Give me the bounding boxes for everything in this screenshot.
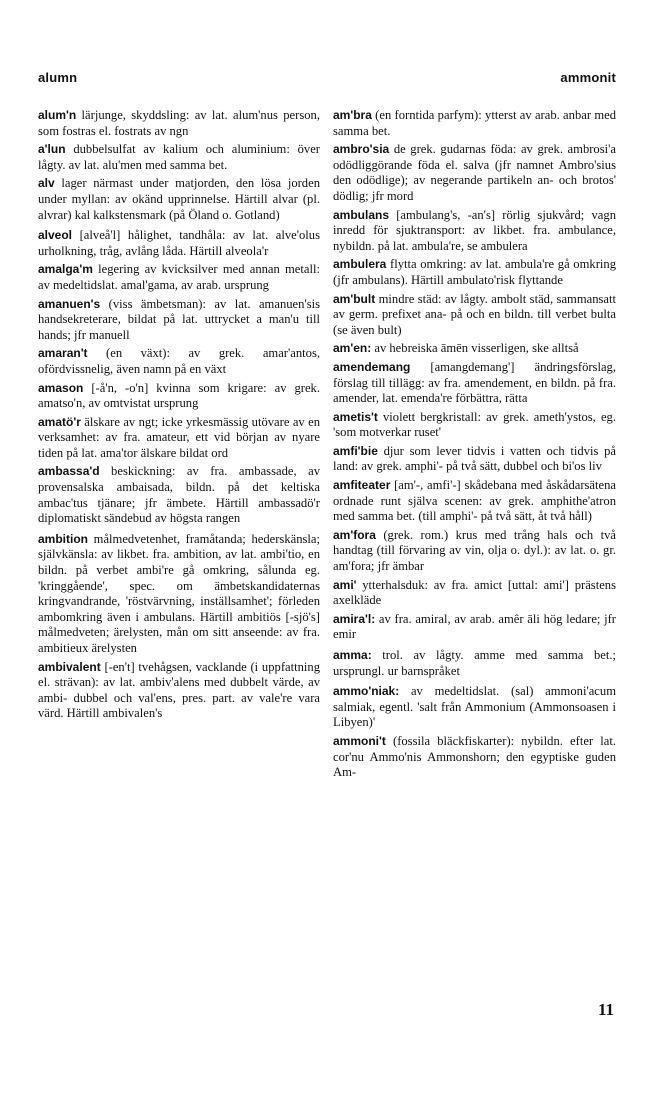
dictionary-entry (333, 578, 616, 609)
entry-definition: mindre städ: av lågty. ambolt städ, sammansatt av germ. prefixet ana- på och en bildn. till verbet bulta (se även bult) (333, 291, 616, 337)
entry-headword: ammoni't (333, 733, 386, 748)
entry-definition: djur som lever tidvis i vatten och tidvis på land: av grek. amphi'- på två sätt, dubbel och bi'os liv (333, 443, 616, 474)
dictionary-entry (333, 142, 616, 204)
right-guide-word: ammonit (560, 70, 616, 85)
entry-headword: amason (38, 380, 84, 395)
entry-headword: amaran't (38, 346, 88, 361)
entry-headword: alv (38, 176, 55, 191)
dictionary-entry (38, 228, 320, 259)
entry-headword: ambassa'd (38, 464, 100, 479)
page-number: 11 (597, 1000, 614, 1019)
dictionary-entry (38, 660, 320, 722)
entry-definition: [amangdemang'] ändringsförslag, förslag till tillägg: av fra. amendement, en bildn. på fra. amender, lat. emenda're förbättra, rätta (333, 359, 616, 406)
entry-definition: de grek. gudarnas föda: av grek. ambrosi'a odödliggörande föda el. salva (jfr namnet Ambro'sius den odödlige); av negerande partikeln an- och brotos' dödlig; jfr mord (333, 142, 616, 203)
entry-definition: av fra. amiral, av arab. amêr āli hög ledare; jfr emir (333, 611, 616, 642)
left-column (38, 108, 320, 725)
dictionary-entry (38, 532, 320, 657)
right-column (333, 108, 616, 784)
entry-definition: [am'-, amfi'-] skådebana med åskådarsätena ordnade runt själva scenen: av grek. amphithe'atron med samma bet. (till amphi'- på två sätt, åt två håll) (333, 478, 616, 524)
entry-definition: (en forntida parfym): ytterst av arab. anbar med samma bet. (333, 108, 616, 138)
dictionary-entry (333, 341, 616, 357)
entry-definition: beskickning: av fra. ambassade, av provensalska ambaisada, bildn. på det keltiska ambac'tus tjänare; jfr ämbete. Härtill ambassadö'r diplomatiskt sändebud av högsta rangen (38, 464, 320, 526)
entry-definition: flytta omkring: av lat. ambula're gå omkring (jfr ambulans). Härtill ambulato'risk flyttande (333, 257, 616, 287)
entry-headword: ambition (38, 531, 88, 546)
entry-headword: ammo'niak: (333, 684, 400, 699)
entry-definition: (fossila bläckfiskarter): nybildn. efter lat. cor'nu Ammo'nis Ammonshorn; den egyptiske guden Am- (333, 733, 616, 780)
entry-definition: legering av kvicksilver med annan metall: av medeltidslat. amal'gama, av arab. ursprung (38, 262, 320, 292)
dictionary-entry (333, 257, 616, 288)
entry-headword: amendemang (333, 359, 411, 374)
entry-headword: alum'n (38, 108, 77, 122)
entry-definition: målmedvetenhet, framåtanda; hederskänsla; självkänsla: av likbet. fra. ambition, av lat. ambi'tio, en bildn. på verbet ambi're gå omkring, sålunda eg. 'kringgående', spec. om ämbetskandidaternas kringvandrande, 'röstvärvning, inställsamhet'; förleden ambomkring även i ambulans. Härtill ambitiös [-sjö's] målmedveten; ärelysten, mån om sitt anseende: av fra. ambitieux ärelysten (38, 531, 320, 655)
entry-definition: [-en't] tvehågsen, vacklande (i uppfattning el. strävan): av lat. ambiv'alens med dubbelt värde, av ambi- dubbel och val'ens, pres. part. av vale're vara värd. Härtill ambivalen's (38, 659, 320, 721)
dictionary-entry (38, 176, 320, 223)
entry-definition: (en växt): av grek. amar'antos, ofördvissnelig, även namn på en växt (38, 346, 320, 376)
dictionary-entry (38, 297, 320, 344)
entry-headword: ambulans (333, 207, 390, 222)
dictionary-entry (333, 108, 616, 139)
entry-definition: av hebreiska āmēn visserligen, ske alltså (371, 341, 579, 356)
entry-headword: ambivalent (38, 659, 101, 674)
dictionary-entry (333, 478, 616, 525)
entry-definition: (viss ämbetsman): av lat. amanuen'sis handsekreterare, bildat på lat. uttrycket a man'u till hands; jfr manuell (38, 296, 320, 342)
left-guide-word: alumn (38, 70, 78, 85)
dictionary-entry (333, 360, 616, 407)
dictionary-entry (38, 464, 320, 526)
entry-headword: alveol (38, 228, 73, 243)
entry-headword: am'bra (333, 108, 372, 122)
entry-definition: älskare av ngt; icke yrkesmässig utövare av en verksamhet: av fra. amateur, ett vid början av nyare tiden på lat. ama'tor älskare bildat ord (38, 414, 320, 460)
entry-definition: (grek. rom.) krus med trång hals och två handtag (till förvaring av vin, olja o. dyl.): av lat. o. gr. am'fora; jfr ämbar (333, 527, 616, 574)
entry-headword: amma: (333, 648, 372, 662)
dictionary-entry (333, 444, 616, 475)
dictionary-entry (333, 734, 616, 781)
entry-headword: am'fora (333, 527, 376, 542)
dictionary-entry (38, 415, 320, 462)
dictionary-entry (38, 108, 320, 139)
dictionary-entry (38, 262, 320, 293)
entry-definition: [alveå'l] hålighet, tandhåla: av lat. alve'olus urholkning, tråg, avlång låda. Härtill alveola'r (38, 228, 320, 258)
entry-headword: amfiteater (333, 478, 391, 493)
dictionary-entry (333, 612, 616, 643)
dictionary-entry (333, 528, 616, 575)
dictionary-entry (333, 208, 616, 255)
dictionary-entry (38, 381, 320, 412)
dictionary-entry (333, 410, 616, 441)
entry-headword: amalga'm (38, 262, 93, 277)
entry-definition: trol. av lågty. amme med samma bet.; ursprungl. ur barnspråket (333, 648, 616, 678)
entry-headword: am'bult (333, 291, 376, 306)
entry-headword: amanuen's (38, 296, 101, 311)
entry-headword: amfi'bie (333, 443, 378, 458)
entry-headword: ami' (333, 577, 357, 592)
entry-definition: dubbelsulfat av kalium och aluminium: över lågty. av lat. alu'men med samma bet. (38, 142, 320, 172)
entry-headword: ambro'sia (333, 142, 390, 157)
dictionary-entry (333, 292, 616, 339)
dictionary-entry (38, 142, 320, 173)
entry-headword: am'en: (333, 341, 372, 356)
entry-headword: ametis't (333, 409, 378, 424)
dictionary-entry (333, 684, 616, 731)
entry-headword: amatö'r (38, 414, 81, 429)
entry-definition: [-å'n, -o'n] kvinna som krigare: av grek. amatso'n, av omtvistat ursprung (38, 380, 320, 411)
entry-definition: [ambulang's, -an's] rörlig sjukvård; vagn inredd för sjuktransport: av likbet. fra. ambulance, nybildn. på lat. ambula're, se ambulera (333, 207, 616, 253)
dictionary-entry (38, 346, 320, 377)
entry-definition: lärjunge, skyddsling: av lat. alum'nus person, som fostras el. fostrats av ngn (38, 108, 320, 138)
dictionary-entry (333, 648, 616, 679)
entry-definition: av medeltidslat. (sal) ammoni'acum salmiak, egentl. 'salt från Ammonium (Ammonsoasen i Libyen)' (333, 684, 616, 730)
entry-headword: a'lun (38, 142, 66, 157)
entry-headword: amira'l: (333, 611, 376, 626)
entry-definition: lager närmast under matjorden, den lösa jorden under myllan: av okänd upprinnelse. Härtill alvar (pl. alvrar) kal kalkstensmark (på Öland o. Gotland) (38, 176, 320, 222)
entry-definition: ytterhalsduk: av fra. amict [uttal: ami'] prästens axelkläde (333, 577, 616, 608)
entry-headword: ambulera (333, 257, 387, 272)
entry-definition: violett bergkristall: av grek. ameth'ystos, eg. 'som motverkar ruset' (333, 409, 616, 440)
